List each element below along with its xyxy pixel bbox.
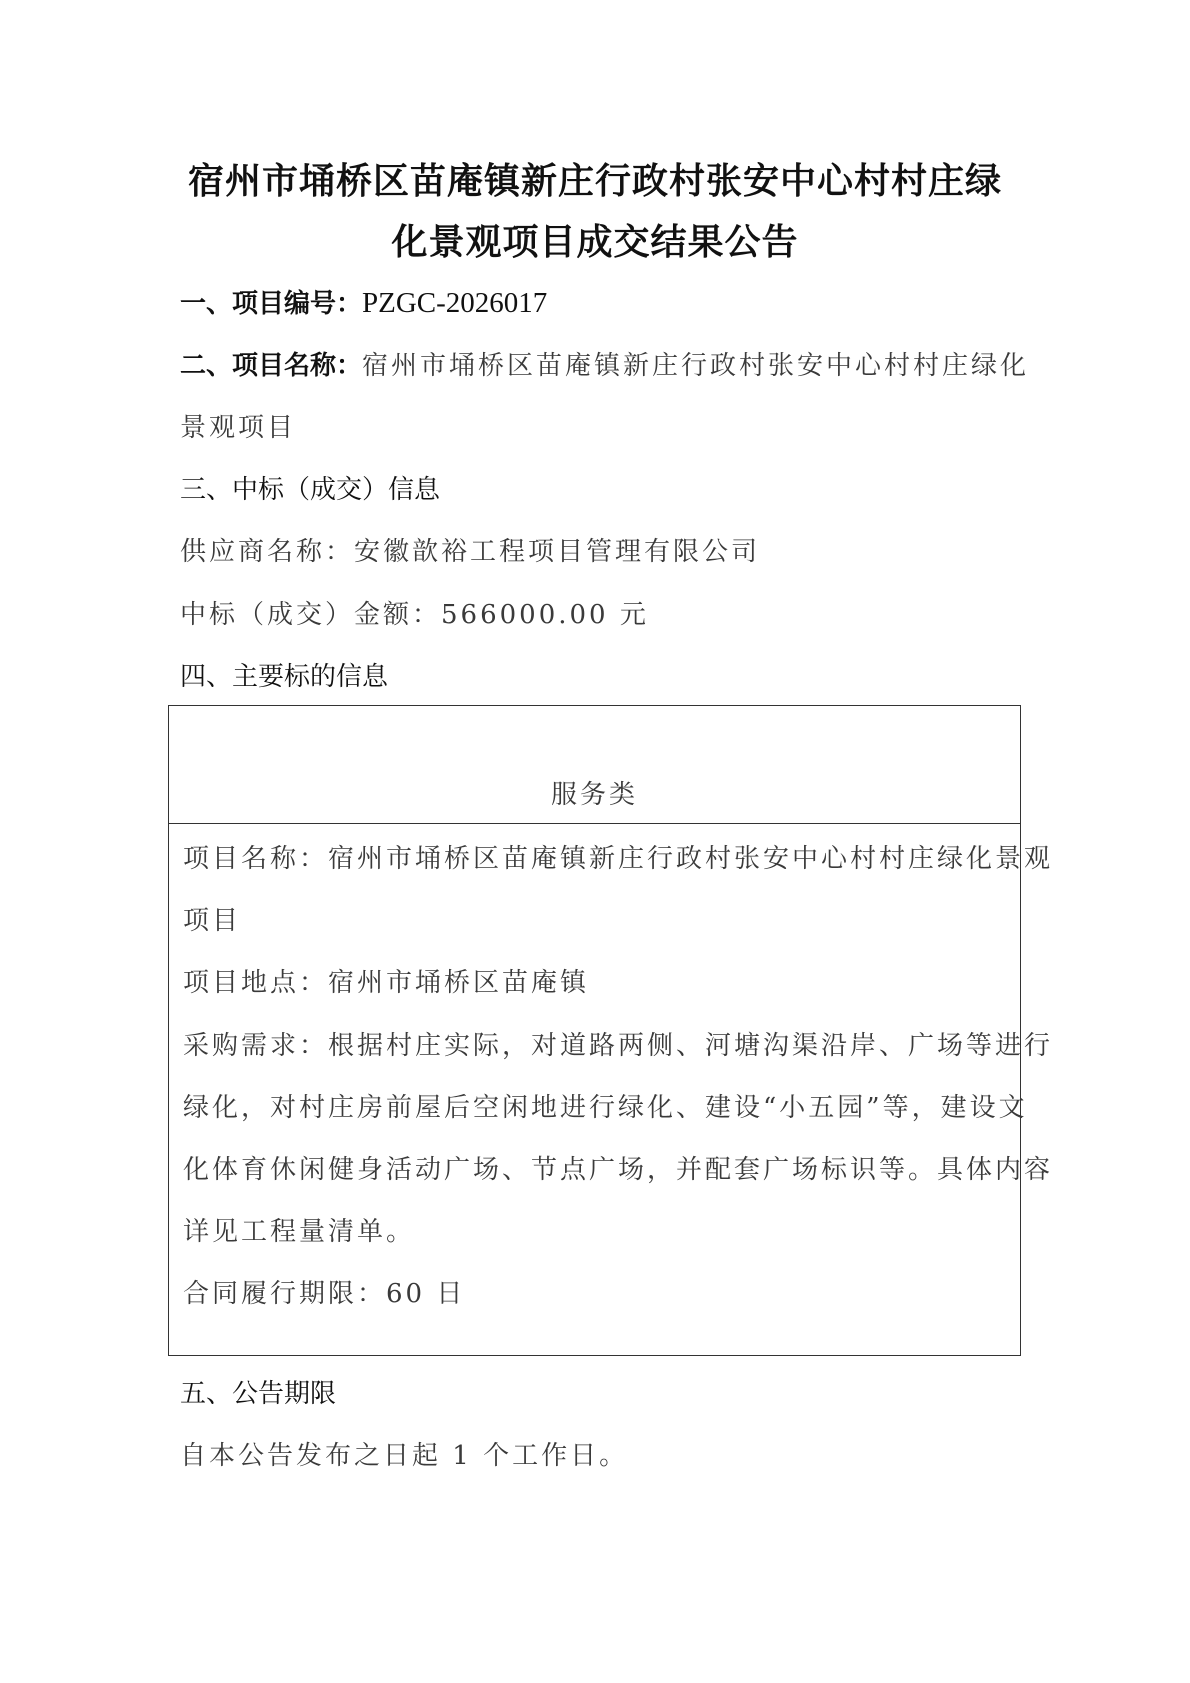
subject-requirement-2: 绿化，对村庄房前屋后空闲地进行绿化、建设“小五园”等，建设文 [183,1093,1028,1123]
subject-location: 项目地点：宿州市埇桥区苗庵镇 [183,968,590,998]
project-name-row [180,350,1029,382]
category-label: 服务类 [550,780,638,810]
subject-info-heading: 四、主要标的信息 [180,662,389,692]
table-divider [169,823,1020,824]
award-amount: 中标（成交）金额：566000.00 元 [180,600,649,630]
notice-period-text: 自本公告发布之日起 1 个工作日。 [180,1441,629,1471]
page-title-line-1: 宿州市埇桥区苗庵镇新庄行政村张安中心村村庄绿 [187,161,1002,202]
subject-name: 项目名称：宿州市埇桥区苗庵镇新庄行政村张安中心村村庄绿化景观 [183,844,1054,874]
project-number-row [180,287,547,320]
award-info-heading: 三、中标（成交）信息 [180,475,441,505]
project-number-value: PZGC-2026017 [362,287,548,319]
subject-requirement-1: 采购需求：根据村庄实际，对道路两侧、河塘沟渠沿岸、广场等进行 [183,1031,1054,1061]
project-number-label: 一、项目编号： [180,289,363,319]
subject-name-continued: 项目 [183,906,242,936]
subject-requirement-4: 详见工程量清单。 [183,1217,416,1247]
project-name-value-continued: 景观项目 [180,413,297,443]
notice-period-heading: 五、公告期限 [180,1379,337,1409]
page-title-line-2: 化景观项目成交结果公告 [391,222,799,263]
project-name-label: 二、项目名称： [180,351,363,381]
project-name-value: 宿州市埇桥区苗庵镇新庄行政村张安中心村村庄绿化 [362,351,1030,381]
subject-info-table [168,705,1054,1356]
supplier-name: 供应商名称：安徽歆裕工程项目管理有限公司 [180,537,761,567]
subject-requirement-3: 化体育休闲健身活动广场、节点广场，并配套广场标识等。具体内容 [183,1155,1054,1185]
contract-period: 合同履行期限：60 日 [183,1279,466,1309]
